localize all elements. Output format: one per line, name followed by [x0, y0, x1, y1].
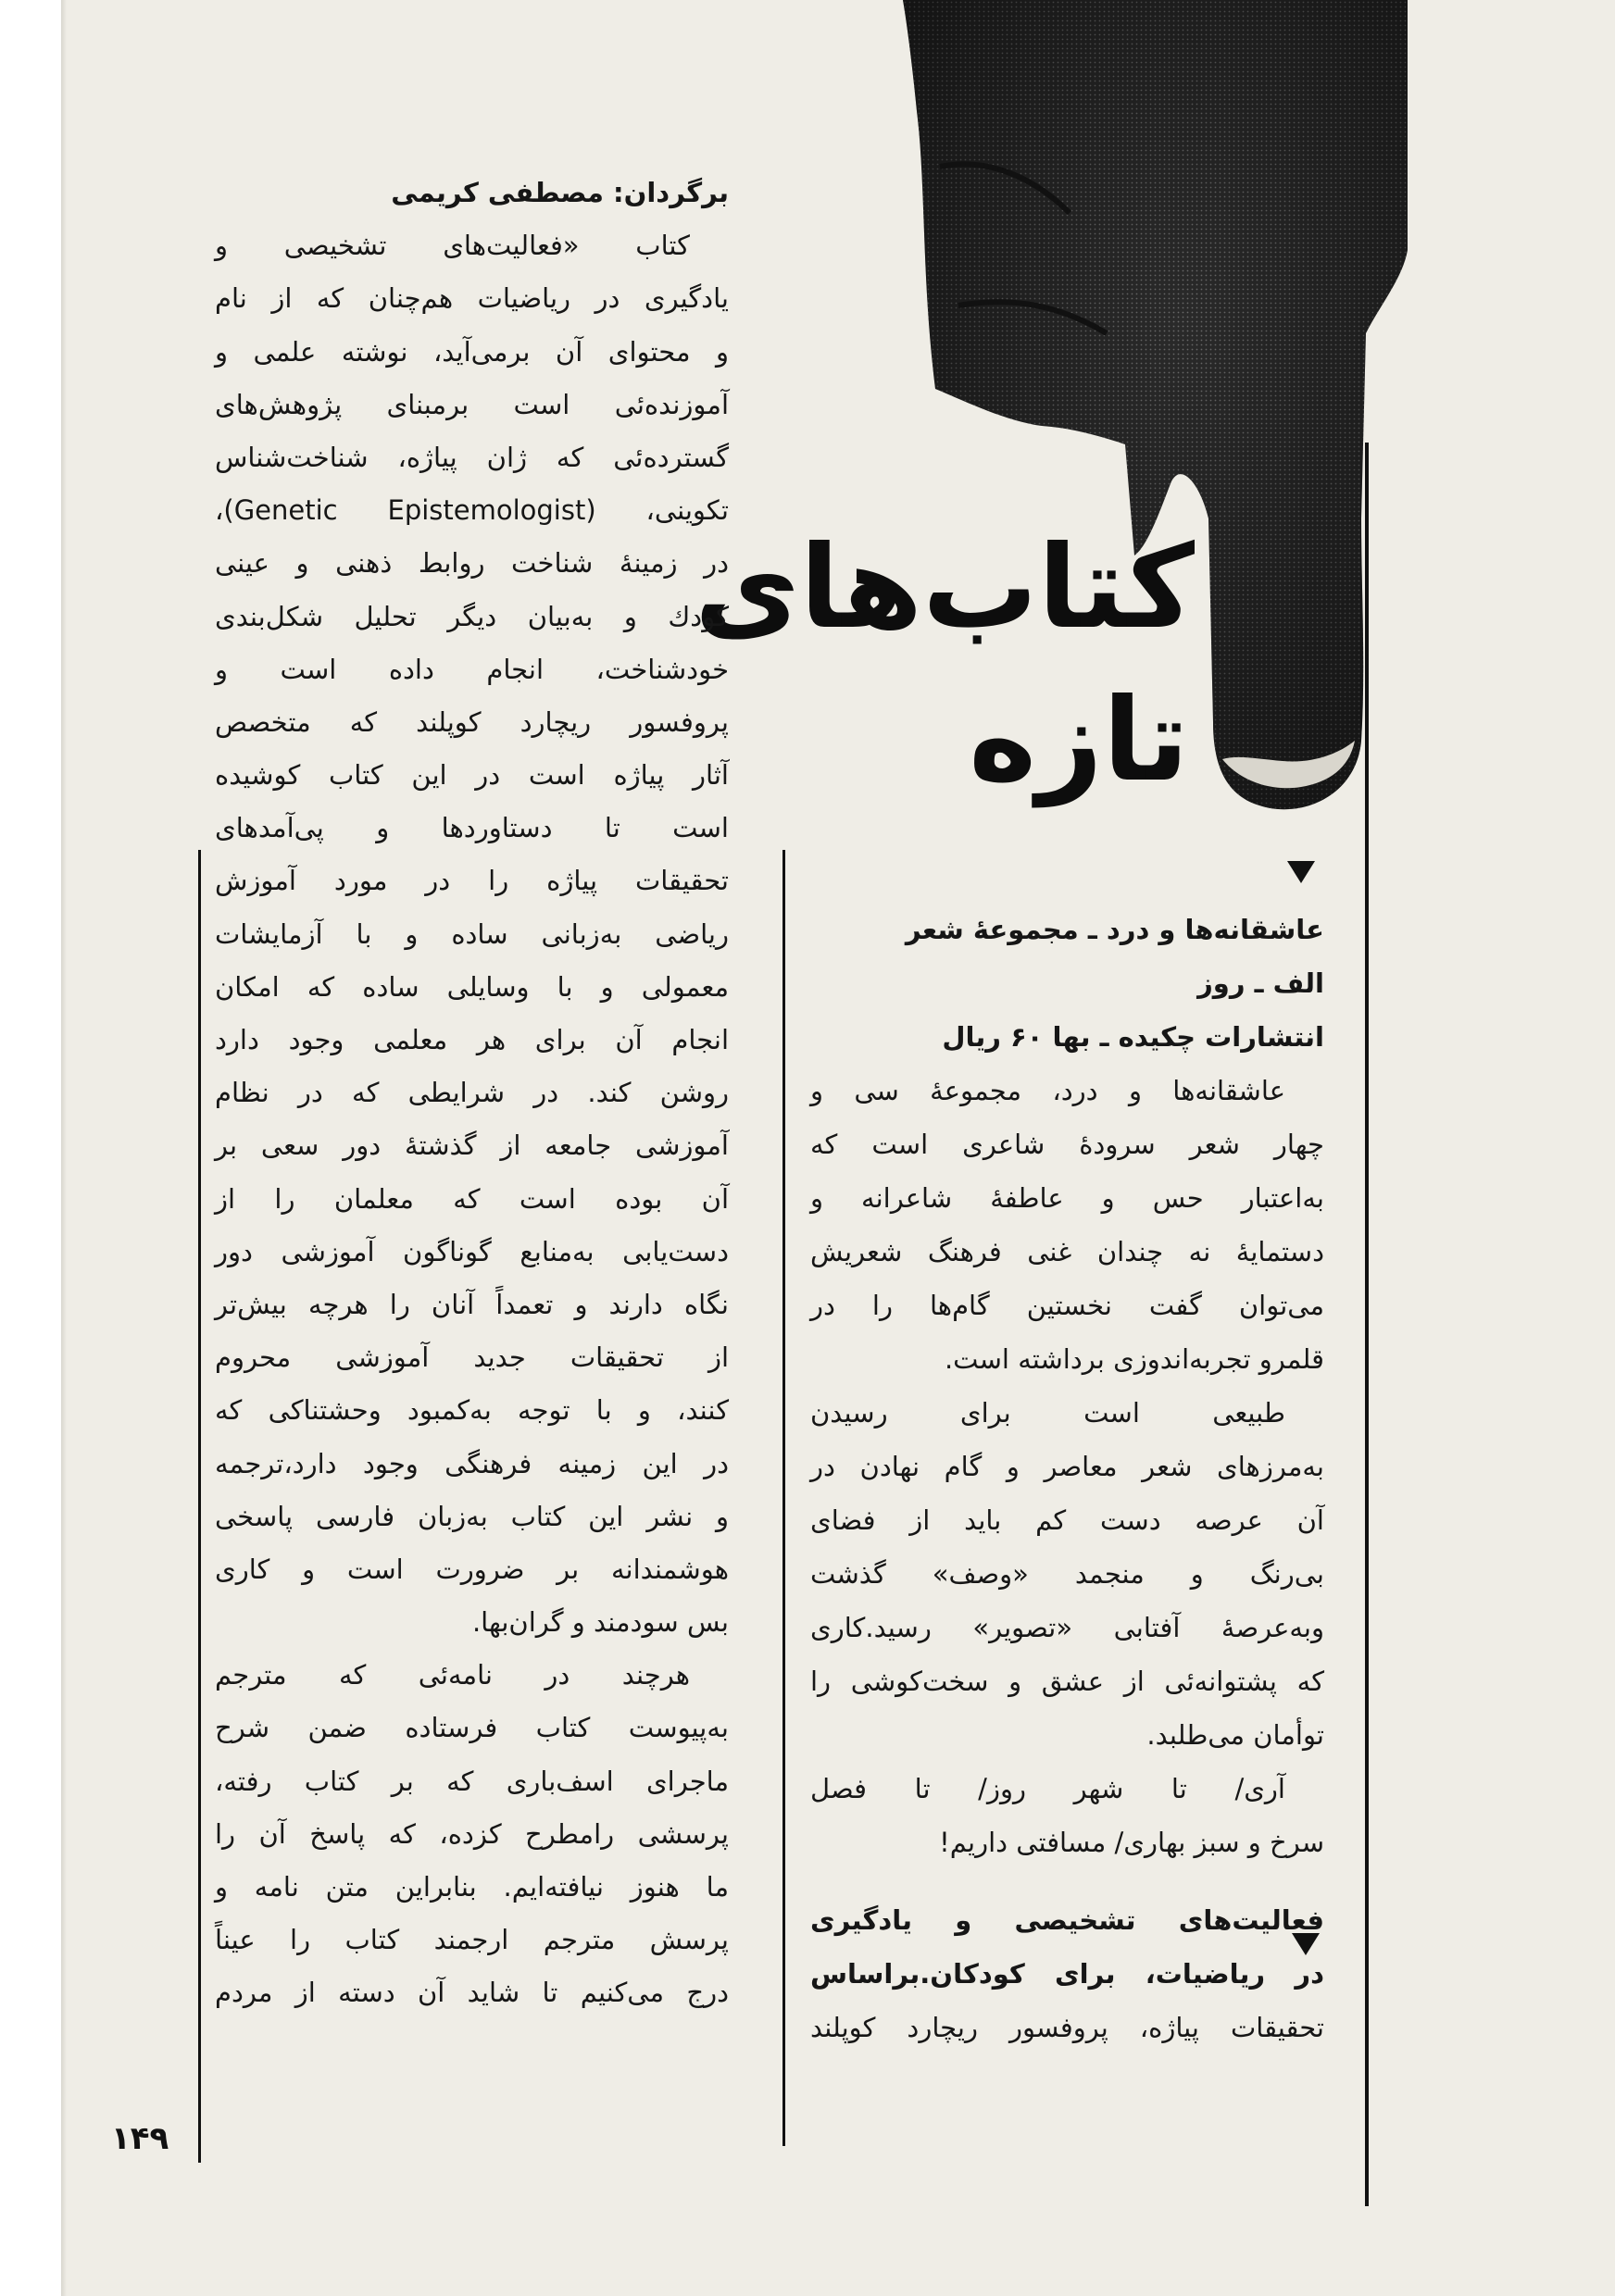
entry-marker-icon: [1287, 861, 1315, 883]
left-margin-rule: [198, 850, 201, 2163]
text-line: دست‌یابی به‌منابع گوناگون آموزشی دور: [215, 1235, 729, 1267]
text-line: یادگیری در ریاضیات هم‌چنان که از نام: [215, 282, 729, 315]
text-line: سرخ و سبز بهاری/ مسافتی داریم!: [939, 1827, 1324, 1858]
text-line: از تحقیقات جدید آموزشی محروم: [215, 1341, 729, 1374]
entry2-title: در ریاضیات، برای کودکان.براساس: [810, 1958, 1324, 1990]
text-line: به‌پیوست کتاب فرستاده ضمن شرح: [215, 1712, 729, 1744]
text-line: که پشتوانه‌ئی از عشق و سخت‌کوشی را: [810, 1666, 1324, 1697]
text-line: هوشمندانه بر ضرورت است و کاری: [215, 1553, 729, 1585]
text-line: آن بوده است که معلمان را از: [215, 1182, 729, 1215]
right-column: [810, 903, 1324, 2054]
text-line: وبه‌عرصهٔ آفتابی «تصویر» رسید.کاری: [810, 1612, 1324, 1643]
page-number: ۱۴۹: [111, 2120, 169, 2157]
text-line: پرسش مترجم ارجمند کتاب را عیناً: [215, 1924, 729, 1956]
text-line: و نشر این کتاب به‌زبان فارسی پاسخی: [215, 1500, 729, 1532]
text-line: کودك و به‌بیان دیگر تحلیل شکل‌بندی: [215, 600, 729, 632]
text-line: کتاب «فعالیت‌های تشخیصی و: [215, 230, 690, 262]
entry2-title: فعالیت‌های تشخیصی و یادگیری: [810, 1904, 1324, 1936]
text-line: نگاه دارند و تعمداً آنان را هرچه بیش‌تر: [215, 1288, 729, 1320]
text-line: در زمینهٔ شناخت روابط ذهنی و عینی: [215, 547, 729, 580]
text-line: ما هنوز نیافته‌ایم. بنابراین متن نامه و: [215, 1871, 729, 1903]
text-line: می‌توان گفت نخستین گام‌ها را در: [810, 1290, 1324, 1321]
text-line: روشن کند. در شرایطی که در نظام: [215, 1077, 729, 1109]
text-line: خودشناخت، انجام داده است و: [215, 653, 729, 685]
text-line: بی‌رنگ و منجمد «وصف» گذشت: [810, 1558, 1324, 1590]
text-line: قلمرو تجربه‌اندوزی برداشته است.: [944, 1343, 1324, 1375]
text-line: درج می‌کنیم تا شاید آن دسته از مردم: [215, 1977, 729, 2009]
translator-line: برگردان: مصطفی کریمی: [391, 177, 729, 208]
entry-author: الف ـ روز: [1197, 967, 1324, 999]
text-line: آن عرصه دست کم باید از فضای: [810, 1504, 1324, 1536]
page-title-line-1: کتاب‌های: [694, 521, 1195, 655]
text-line: آری/ تا شهر روز/ تا فصل: [810, 1773, 1285, 1804]
text-line: هرچند در نامه‌ئی که مترجم: [215, 1659, 690, 1691]
text-line: تحقیقات پیاژه را در مورد آموزش: [215, 865, 729, 897]
text-line: و محتوای آن برمی‌آید، نوشته علمی و: [215, 335, 729, 368]
text-line: کنند، و با توجه به‌کمبود وحشتناکی که: [215, 1394, 729, 1427]
entry-title: عاشقانه‌ها و درد ـ مجموعهٔ شعر: [905, 914, 1324, 945]
text-line: طبیعی است برای رسیدن: [810, 1397, 1285, 1429]
text-line: آموزنده‌ئی است برمبنای پژوهش‌های: [215, 388, 729, 420]
text-line: آموزشی جامعه از گذشتهٔ دور سعی بر: [215, 1129, 729, 1162]
entry-publisher: انتشارات چکیده ـ بها ۶۰ ریال: [942, 1021, 1324, 1053]
page-edge: [61, 0, 67, 2296]
text-line: ریاضی به‌زبانی ساده و با آزمایشات: [215, 917, 729, 950]
text-line: گسترده‌ئی که ژان پیاژه، شناخت‌شناس: [215, 441, 729, 473]
text-line: ماجرای اسف‌باری که بر کتاب رفته،: [215, 1765, 729, 1797]
text-line: چهار شعر سرودهٔ شاعری است که: [810, 1129, 1324, 1160]
text-line: پرسشی رامطرح کزده، که پاسخ آن را: [215, 1817, 729, 1850]
text-line: دستمایهٔ نه چندان غنی فرهنگ شعریش: [810, 1236, 1324, 1267]
text-line: انجام آن برای هر معلمی وجود دارد: [215, 1024, 729, 1055]
text-line: پروفسور ریچارد کوپلند که متخصص: [215, 705, 729, 738]
text-line: معمولی و با وسایلی ساده که امکان: [215, 970, 729, 1003]
text-line: تحقیقات پیاژه، پروفسور ریچارد کوپلند: [810, 2012, 1324, 2043]
text-line: بس سودمند و گران‌بها.: [471, 1606, 729, 1639]
text-line: عاشقانه‌ها و درد، مجموعهٔ سی و: [810, 1075, 1285, 1106]
text-line: آثار پیاژه است در این کتاب کوشیده: [215, 759, 729, 792]
text-line: به‌اعتبار حس و عاطفهٔ شاعرانه و: [810, 1182, 1324, 1214]
text-line: به‌مرزهای شعر معاصر و گام نهادن در: [810, 1451, 1324, 1482]
text-line-latin: تکوینی، (Genetic Epistemologist)،: [215, 494, 729, 527]
page-title-line-2: تازه: [969, 674, 1189, 807]
left-column: [215, 167, 729, 2020]
text-line: توأمان می‌طلبد.: [1146, 1719, 1324, 1751]
text-line: است تا دستاوردها و پی‌آمدهای: [215, 812, 729, 844]
text-line: در این زمینه فرهنگی وجود دارد،ترجمه: [215, 1447, 729, 1479]
right-margin-rule: [1365, 443, 1369, 2206]
column-divider-rule: [782, 850, 785, 2146]
